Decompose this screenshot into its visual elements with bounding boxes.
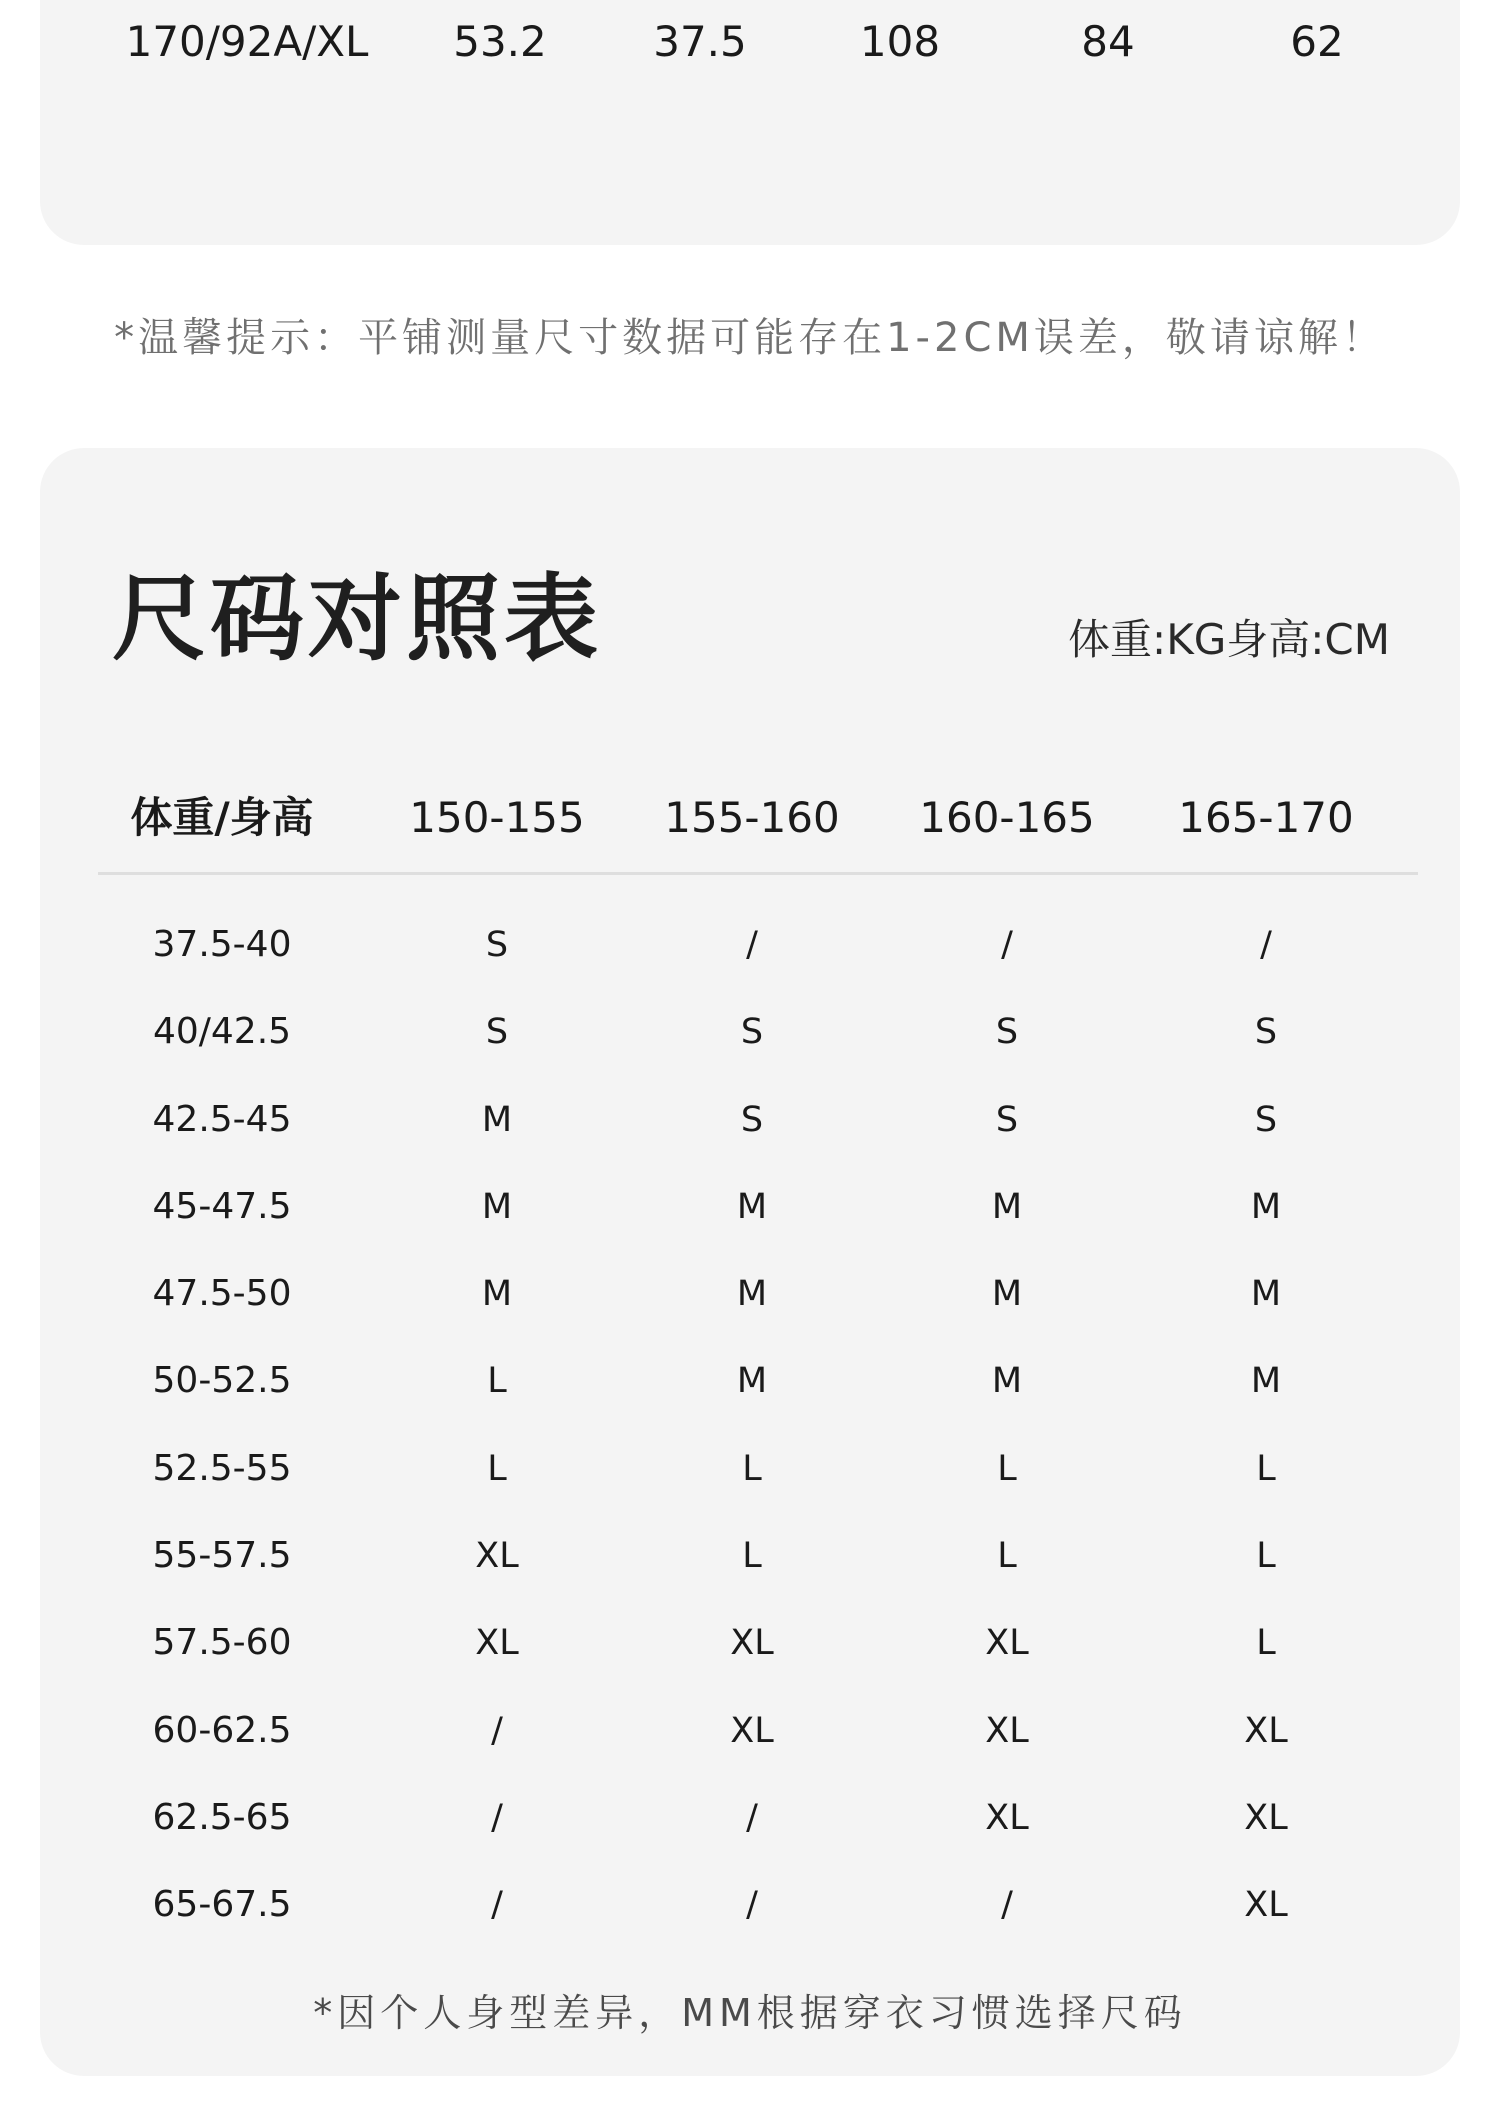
page-title: 尺码对照表 <box>112 565 603 674</box>
header-divider <box>98 872 1418 875</box>
measurement-value: 62 <box>1290 17 1344 66</box>
size-cell: L <box>487 1448 507 1489</box>
table-row <box>0 1444 1500 1531</box>
weight-range-cell: 62.5-65 <box>152 1796 292 1838</box>
size-chart-header <box>0 790 1500 846</box>
size-cell: L <box>742 1536 762 1577</box>
weight-range-cell: 37.5-40 <box>152 924 292 965</box>
size-cell: S <box>485 925 509 965</box>
weight-range-cell: 65-67.5 <box>152 1884 292 1926</box>
table-row <box>0 920 1500 1007</box>
weight-range-cell: 40/42.5 <box>152 1011 292 1053</box>
header-height-range: 165-170 <box>1178 793 1354 842</box>
size-cell: L <box>997 1448 1017 1489</box>
table-row <box>0 1618 1500 1705</box>
measurement-value: 53.2 <box>453 17 547 66</box>
table-row <box>0 1356 1500 1443</box>
size-cell: / <box>1001 1885 1013 1926</box>
size-cell: L <box>1256 1448 1276 1489</box>
size-cell: M <box>736 1361 768 1402</box>
size-cell: XL <box>1244 1710 1288 1751</box>
size-cell: S <box>485 1012 509 1053</box>
size-cell: XL <box>985 1623 1029 1664</box>
size-cell: XL <box>985 1797 1029 1838</box>
header-height-range: 150-155 <box>409 793 585 842</box>
measurement-size: 170/92A/XL <box>125 17 369 66</box>
table-row <box>0 1095 1500 1182</box>
size-cell: / <box>746 1797 758 1838</box>
size-cell: L <box>1256 1623 1276 1664</box>
size-cell: / <box>746 925 758 965</box>
size-cell: / <box>491 1885 503 1926</box>
size-cell: M <box>481 1099 513 1140</box>
size-cell: S <box>995 1012 1019 1053</box>
table-row <box>0 1706 1500 1793</box>
weight-range-cell: 45-47.5 <box>152 1185 292 1227</box>
size-cell: XL <box>985 1710 1029 1751</box>
size-cell: M <box>481 1186 513 1227</box>
measurement-value: 108 <box>859 17 941 66</box>
size-cell: S <box>995 1099 1019 1140</box>
size-cell: M <box>736 1274 768 1315</box>
table-row <box>0 1880 1500 1967</box>
table-row <box>0 1007 1500 1094</box>
size-cell: / <box>491 1710 503 1751</box>
units-label: 体重:KG身高:CM <box>1068 615 1390 664</box>
measurement-value: 84 <box>1081 17 1135 66</box>
header-height-range: 160-165 <box>919 793 1095 842</box>
size-cell: XL <box>730 1623 774 1664</box>
header-height-range: 155-160 <box>664 793 840 842</box>
size-cell: M <box>1250 1186 1282 1227</box>
size-cell: L <box>997 1536 1017 1577</box>
size-cell: L <box>1256 1536 1276 1577</box>
size-cell: M <box>991 1361 1023 1402</box>
size-cell: M <box>991 1186 1023 1227</box>
size-cell: M <box>736 1186 768 1227</box>
size-cell: XL <box>1244 1797 1288 1838</box>
size-cell: XL <box>730 1710 774 1751</box>
size-cell: M <box>991 1274 1023 1315</box>
table-row <box>0 1531 1500 1618</box>
size-cell: M <box>1250 1274 1282 1315</box>
size-cell: / <box>746 1885 758 1926</box>
size-chart-body <box>0 920 1500 1968</box>
size-cell: / <box>491 1797 503 1838</box>
size-cell: L <box>742 1448 762 1489</box>
size-cell: S <box>1254 1012 1278 1053</box>
size-cell: M <box>1250 1361 1282 1402</box>
table-row <box>0 1182 1500 1269</box>
size-cell: S <box>740 1099 764 1140</box>
size-cell: S <box>1254 1099 1278 1140</box>
weight-range-cell: 55-57.5 <box>152 1535 292 1577</box>
size-cell: M <box>481 1274 513 1315</box>
size-cell: XL <box>475 1623 519 1664</box>
weight-range-cell: 57.5-60 <box>152 1622 292 1664</box>
weight-range-cell: 50-52.5 <box>152 1360 292 1402</box>
weight-range-cell: 60-62.5 <box>152 1709 292 1751</box>
measurement-tip: *温馨提示：平铺测量尺寸数据可能存在1-2CM误差，敬请谅解！ <box>114 315 1386 361</box>
size-chart-footnote: *因个人身型差异，MM根据穿衣习惯选择尺码 <box>313 1991 1187 2035</box>
table-row <box>0 1793 1500 1880</box>
weight-range-cell: 47.5-50 <box>152 1273 292 1315</box>
weight-range-cell: 42.5-45 <box>152 1098 292 1140</box>
size-cell: / <box>1260 925 1272 965</box>
weight-range-cell: 52.5-55 <box>152 1447 292 1489</box>
measurement-row <box>0 14 1500 70</box>
size-cell: S <box>740 1012 764 1053</box>
size-cell: / <box>1001 925 1013 965</box>
measurement-value: 37.5 <box>653 17 747 66</box>
size-cell: XL <box>475 1536 519 1577</box>
table-row <box>0 1269 1500 1356</box>
header-weight-height: 体重/身高 <box>130 793 314 842</box>
size-cell: XL <box>1244 1885 1288 1926</box>
size-cell: L <box>487 1361 507 1402</box>
